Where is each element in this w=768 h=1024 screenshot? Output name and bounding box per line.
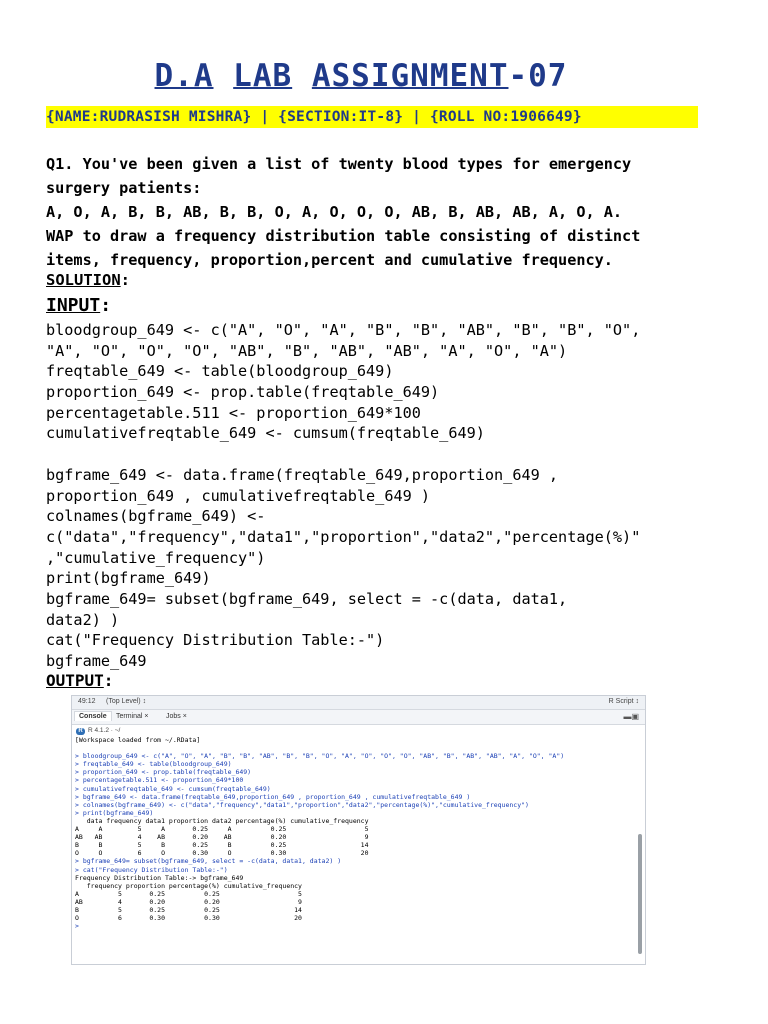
console-output-line: A A 5 A 0.25 A 0.25 5 <box>75 825 369 834</box>
console-output-line: A 5 0.25 0.25 5 <box>75 889 302 898</box>
console-command-line: > <box>75 922 79 931</box>
code-line: c("data","frequency","data1","proportion","data2","percentage(%)" <box>46 527 641 546</box>
console-output-line: O O 6 O 0.30 O 0.30 20 <box>75 849 369 858</box>
console-output-line: Frequency Distribution Table:-> bgframe_649 <box>75 873 244 882</box>
file-type-selector[interactable]: R Script ↕ <box>608 698 639 705</box>
console-output-line: frequency proportion percentage(%) cumulative_frequency <box>75 881 302 890</box>
title-part-lab: LAB <box>233 58 293 94</box>
code-line: cat("Frequency Distribution Table:-") <box>46 631 385 650</box>
console-output-line: AB AB 4 AB 0.20 AB 0.20 9 <box>75 833 369 842</box>
scope-selector[interactable]: (Top Level) ↕ <box>106 698 147 705</box>
r-version: R 4.1.2 · ~/ <box>88 727 121 734</box>
console-command-line: > colnames(bgframe_649) <- c("data","frequency","data1","proportion","data2","percentage(%)","cumulative_frequency") <box>75 800 529 809</box>
console-output-line <box>75 744 645 752</box>
code-line: freqtable_649 <- table(bloodgroup_649) <box>46 362 394 381</box>
page-title <box>0 58 722 94</box>
solution-heading: SOLUTION: <box>46 271 130 289</box>
console-output-line: AB 4 0.20 0.20 9 <box>75 897 302 906</box>
console-output-line: data frequency data1 proportion data2 percentage(%) cumulative_frequency <box>75 816 369 825</box>
question-line: A, O, A, B, B, AB, B, B, O, A, O, O, O, AB, B, AB, AB, A, O, A. <box>46 203 623 221</box>
question-line: WAP to draw a frequency distribution table consisting of distinct <box>46 227 641 245</box>
output-heading: OUTPUT: <box>46 671 114 690</box>
title-part-da: D.A <box>154 58 214 94</box>
code-line: bgframe_649= subset(bgframe_649, select = -c(data, data1, <box>46 589 568 608</box>
code-line: bgframe_649 <box>46 652 147 670</box>
question-line: Q1. You've been given a list of twenty blood types for emergency <box>46 155 632 173</box>
console-command-line: > bgframe_649 <- data.frame(freqtable_649,proportion_649 , proportion_649 , cumulativefreqtable_649 ) <box>75 792 471 801</box>
console-command-line: > cumulativefreqtable_649 <- cumsum(freqtable_649) <box>75 784 271 793</box>
title-part-assignment: ASSIGNMENT <box>311 58 509 94</box>
title-part-number: -07 <box>508 58 568 94</box>
code-line: data2) ) <box>46 610 120 629</box>
console-command-line: > print(bgframe_649) <box>75 808 154 817</box>
tab-console[interactable]: Console <box>74 711 112 721</box>
code-line: bgframe_649 <- data.frame(freqtable_649,proportion_649 , <box>46 465 559 484</box>
code-line <box>46 444 726 465</box>
console-status-bar <box>72 696 645 710</box>
tab-terminal[interactable]: Terminal × <box>116 713 149 720</box>
console-command-line: > cat("Frequency Distribution Table:-") <box>75 865 228 874</box>
input-heading: INPUT: <box>46 295 112 316</box>
question-line: surgery patients: <box>46 179 202 197</box>
console-tabs <box>72 710 645 725</box>
code-line: ,"cumulative_frequency") <box>46 548 266 567</box>
console-command-line: > freqtable_649 <- table(bloodgroup_649) <box>75 760 232 769</box>
student-info-banner: {NAME:RUDRASISH MISHRA} | {SECTION:IT-8} | {ROLL NO:1906649} <box>46 106 698 128</box>
code-line: percentagetable.511 <- proportion_649*100 <box>46 403 421 422</box>
r-version-bar <box>72 725 645 736</box>
code-block <box>46 320 726 672</box>
console-command-line: > proportion_649 <- prop.table(freqtable_649) <box>75 768 252 777</box>
cursor-position: 49:12 <box>78 698 96 705</box>
code-line: colnames(bgframe_649) <- <box>46 507 266 526</box>
console-output-line: B 5 0.25 0.25 14 <box>75 905 302 914</box>
minimize-maximize-icon[interactable]: ▬▣ <box>623 712 639 721</box>
code-line: bloodgroup_649 <- c("A", "O", "A", "B", "B", "AB", "B", "B", "O", <box>46 321 641 339</box>
code-line: proportion_649 , cumulativefreqtable_649 ) <box>46 486 431 505</box>
question-line: items, frequency, proportion,percent and cumulative frequency. <box>46 251 613 269</box>
tab-jobs[interactable]: Jobs × <box>166 713 187 720</box>
code-line: "A", "O", "O", "O", "AB", "B", "AB", "AB", "A", "O", "A") <box>46 341 568 360</box>
console-output-line: [Workspace loaded from ~/.RData] <box>75 736 201 744</box>
console-command-line: > bgframe_649= subset(bgframe_649, select = -c(data, data1, data2) ) <box>75 857 342 866</box>
console-command-line: > bloodgroup_649 <- c("A", "O", "A", "B", "B", "AB", "B", "B", "O", "A", "O", "O", "O", "AB", "B", "AB", "AB", "A", "O", "A") <box>75 752 565 761</box>
code-line: proportion_649 <- prop.table(freqtable_649) <box>46 383 440 402</box>
console-output <box>72 736 645 930</box>
code-line: cumulativefreqtable_649 <- cumsum(freqtable_649) <box>46 424 485 443</box>
code-line: print(bgframe_649) <box>46 569 211 588</box>
console-output-line: O 6 0.30 0.30 20 <box>75 914 302 923</box>
r-logo-icon: R <box>76 728 85 735</box>
console-output-line: B B 5 B 0.25 B 0.25 14 <box>75 841 369 850</box>
rstudio-console-screenshot <box>71 695 646 965</box>
console-scrollbar[interactable] <box>638 834 642 954</box>
question-block <box>46 152 726 272</box>
console-command-line: > percentagetable.511 <- proportion_649*100 <box>75 776 244 785</box>
